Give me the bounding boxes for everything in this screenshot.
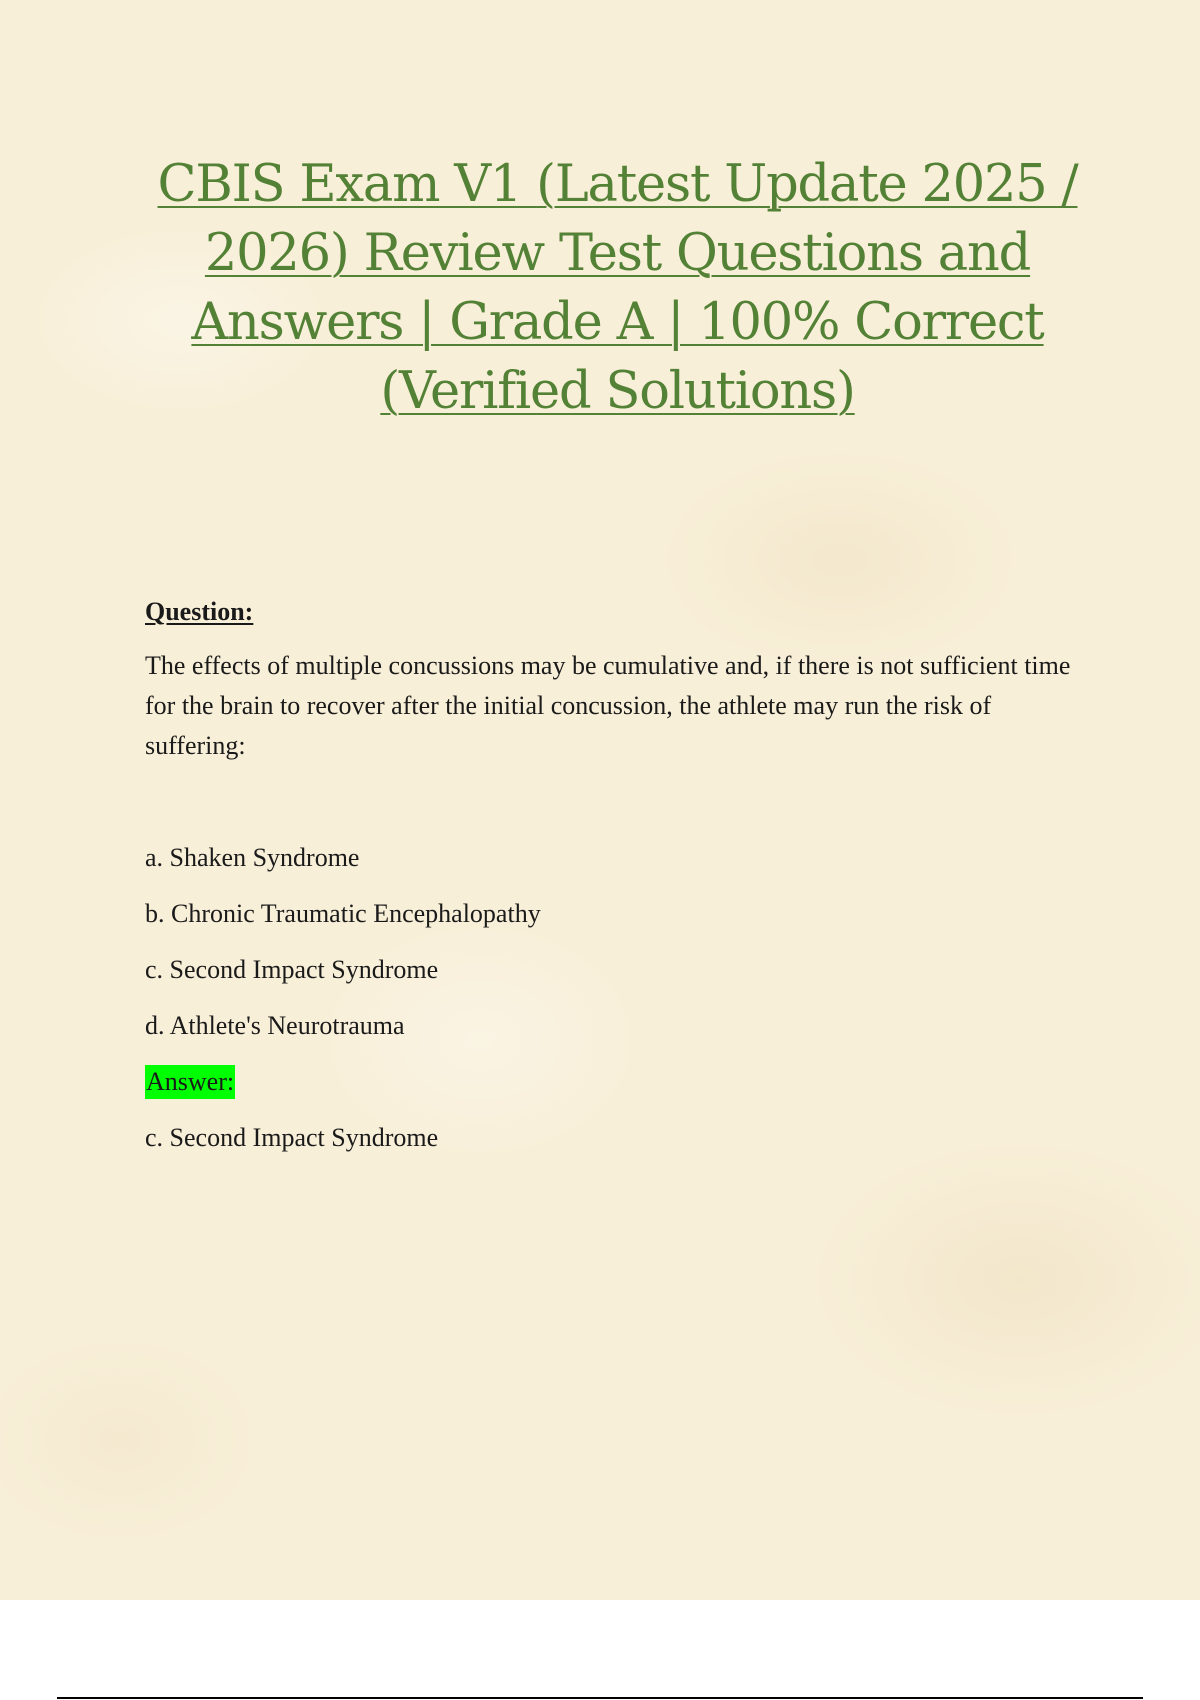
document-title: CBIS Exam V1 (Latest Update 2025 / 2026) Review Test Questions and Answers | Grade A | 100% Correct (Verified Solutions) xyxy=(157,155,1078,421)
answer-label: Answer: xyxy=(145,1065,235,1099)
answer-label-row xyxy=(145,1062,1085,1102)
option-d: d. Athlete's Neurotrauma xyxy=(145,1011,405,1040)
question-label: Question: xyxy=(145,597,254,626)
option-a: a. Shaken Syndrome xyxy=(145,843,360,872)
question-text: The effects of multiple concussions may be cumulative and, if there is not sufficient time for the brain to recover after the initial concussion, the athlete may run the risk of suffering: xyxy=(145,651,1071,760)
footer-divider xyxy=(57,1697,1143,1699)
option-c: c. Second Impact Syndrome xyxy=(145,955,439,984)
question-block xyxy=(145,592,1085,1158)
option-b: b. Chronic Traumatic Encephalopathy xyxy=(145,899,541,928)
answer-text: c. Second Impact Syndrome xyxy=(145,1123,439,1152)
answer-options xyxy=(145,838,1085,1046)
